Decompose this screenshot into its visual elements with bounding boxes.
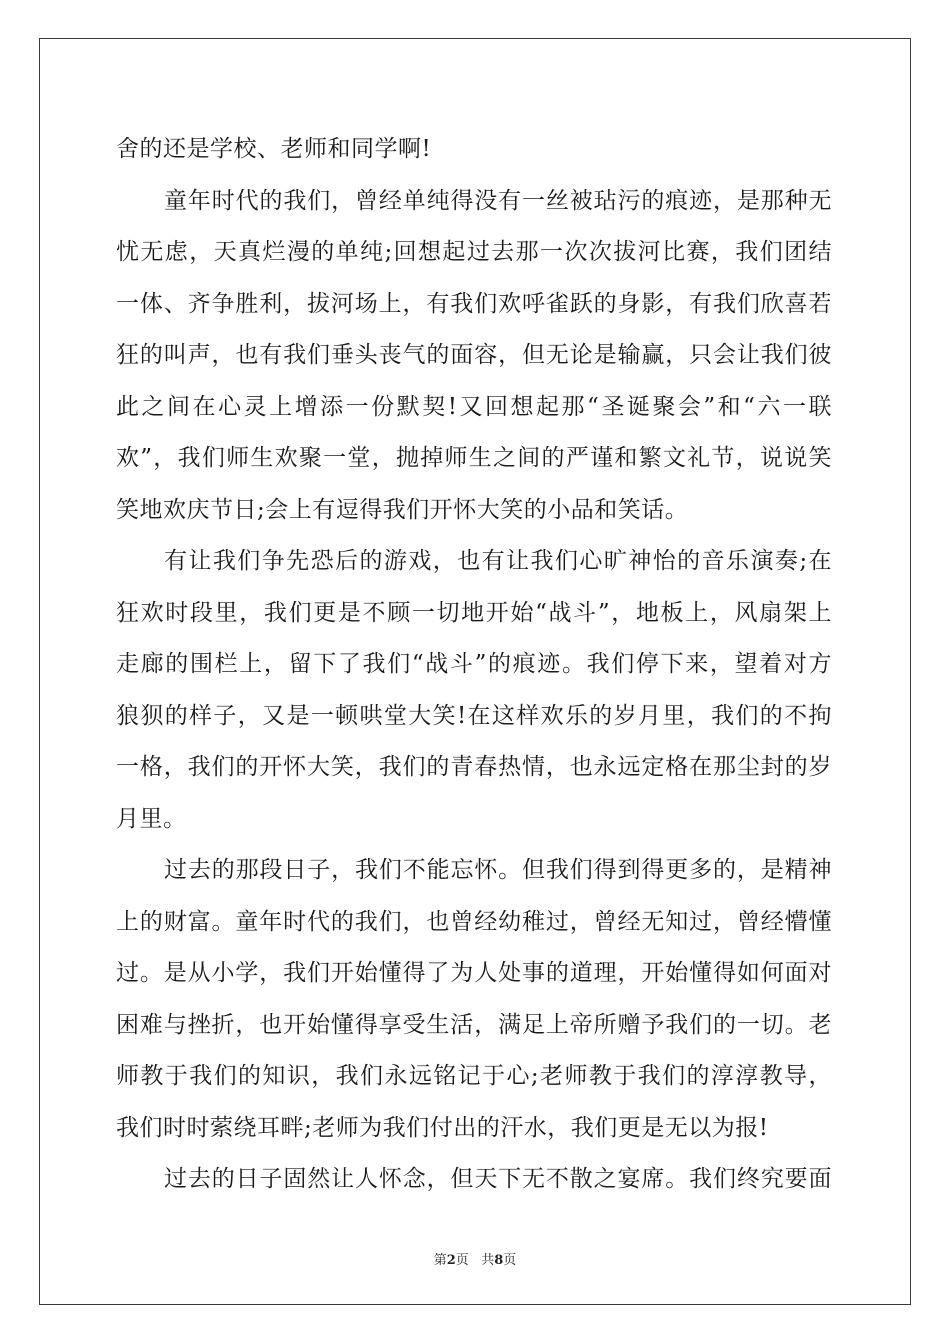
- text-line: 笑地欢庆节日;会上有逗得我们开怀大笑的小品和笑话。: [116, 496, 689, 523]
- text-line: 狼狈的样子，又是一顿哄堂大笑!在这样欢乐的岁月里，我们的不拘: [116, 702, 832, 729]
- text-line: 一体、齐争胜利，拔河场上，有我们欢呼雀跃的身影，有我们欣喜若: [116, 290, 832, 317]
- text-line: 狂的叫声，也有我们垂头丧气的面容，但无论是输赢，只会让我们彼: [116, 342, 832, 368]
- document-body: [116, 124, 832, 1206]
- page-suffix: 页: [455, 1253, 469, 1268]
- text-line: 有让我们争先恐后的游戏，也有让我们心旷神怡的音乐演奏;在: [164, 548, 832, 574]
- text-line: 狂欢时段里，我们更是不顾一切地开始“战斗”，地板上，风扇架上: [116, 599, 832, 626]
- text-line: 走廊的围栏上，留下了我们“战斗”的痕迹。我们停下来，望着对方: [116, 651, 832, 677]
- total-suffix: 页: [503, 1253, 517, 1268]
- text-line: 一格，我们的开怀大笑，我们的青春热情，也永远定格在那尘封的岁: [116, 754, 832, 780]
- text-line: 过。是从小学，我们开始懂得了为人处事的道理，开始懂得如何面对: [116, 960, 832, 986]
- text-line: 此之间在心灵上增添一份默契!又回想起那“圣诞聚会”和“六一联: [116, 393, 832, 420]
- text-line: 上的财富。童年时代的我们，也曾经幼稚过，曾经无知过，曾经懵懂: [116, 908, 832, 935]
- total-page-number: 8: [494, 1253, 504, 1268]
- text-line: 忧无虑，天真烂漫的单纯;回想起过去那一次次拔河比赛，我们团结: [116, 239, 832, 265]
- page-footer: [0, 1249, 950, 1268]
- text-line: 月里。: [116, 805, 187, 832]
- text-line: 困难与挫折，也开始懂得享受生活，满足上帝所赠予我们的一切。老: [116, 1011, 832, 1038]
- text-line: 童年时代的我们，曾经单纯得没有一丝被玷污的痕迹，是那种无: [164, 187, 832, 214]
- current-page-number: 2: [446, 1253, 456, 1268]
- text-line: 舍的还是学校、老师和同学啊!: [116, 136, 432, 162]
- total-prefix: 共: [481, 1253, 495, 1268]
- page-prefix: 第: [433, 1253, 447, 1268]
- text-line: 过去的那段日子，我们不能忘怀。但我们得到得更多的，是精神: [164, 857, 832, 883]
- text-line: 师教于我们的知识，我们永远铭记于心;老师教于我们的淳淳教导，: [116, 1063, 832, 1089]
- text-line: 欢”，我们师生欢聚一堂，抛掉师生之间的严谨和繁文礼节，说说笑: [116, 445, 832, 471]
- text-line: 过去的日子固然让人怀念，但天下无不散之宴席。我们终究要面: [164, 1166, 832, 1192]
- text-line: 我们时时萦绕耳畔;老师为我们付出的汗水，我们更是无以为报!: [116, 1114, 769, 1141]
